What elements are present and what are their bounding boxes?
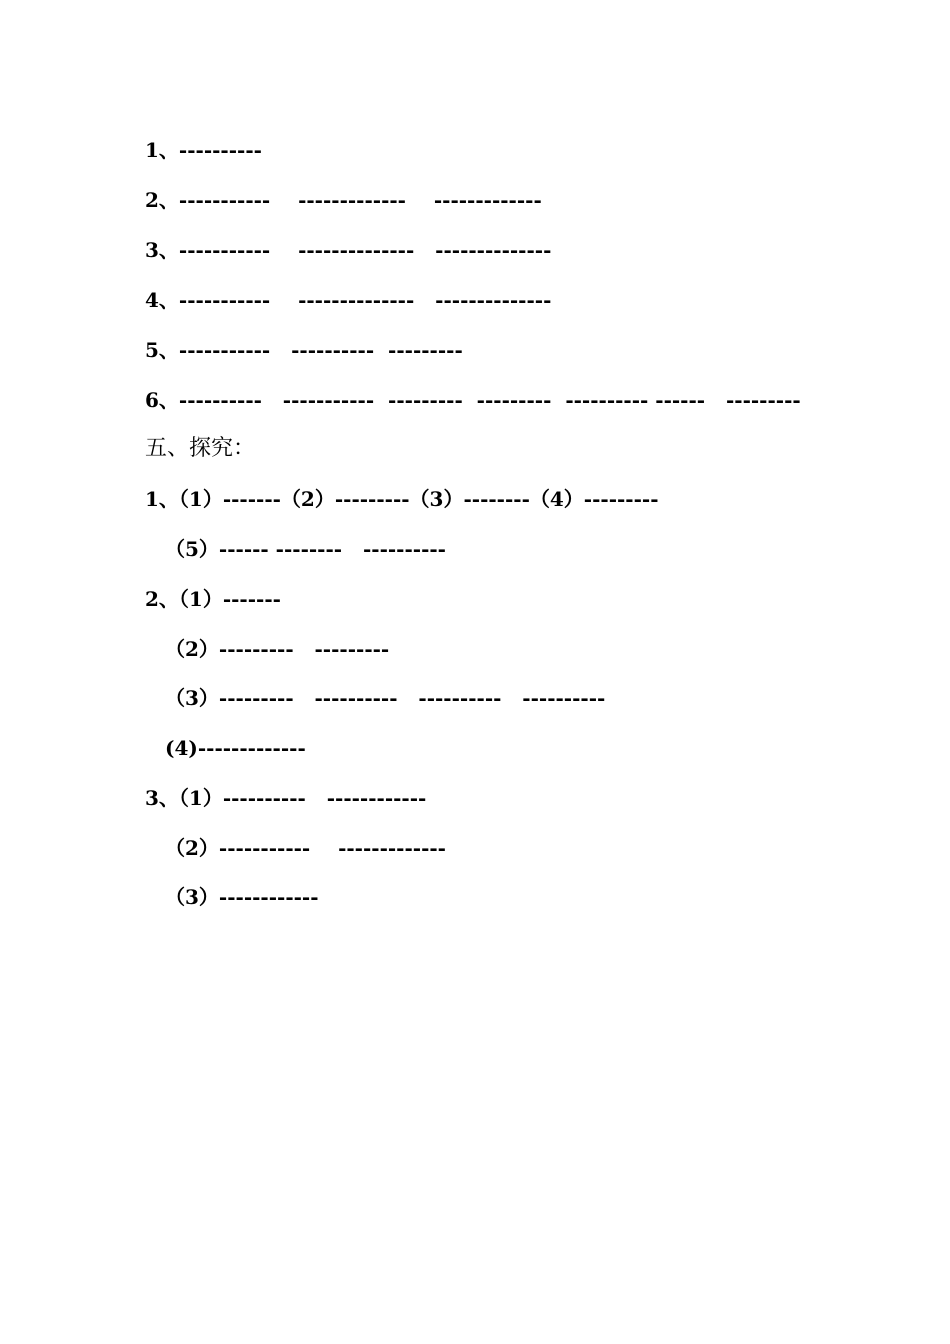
explore-q2-line-1: 2、（1）------- (145, 587, 281, 611)
answer-line-1: 1、---------- (145, 138, 262, 162)
section-heading-explore: 五、探究： (145, 436, 256, 461)
explore-q3-line-1: 3、（1）---------- ------------ (145, 786, 427, 810)
explore-q3-line-3: （3）------------ (165, 885, 319, 909)
explore-q2-line-4: (4)------------- (165, 736, 306, 760)
answer-line-3: 3、----------- -------------- -------------- (145, 238, 552, 262)
answer-line-2: 2、----------- ------------- ------------- (145, 188, 542, 212)
answer-line-6: 6、---------- ----------- --------- --------- ---------- ------ --------- (145, 388, 801, 412)
answer-line-4: 4、----------- -------------- -------------- (145, 288, 552, 312)
answer-line-5: 5、----------- ---------- --------- (145, 338, 463, 362)
explore-q3-line-2: （2）----------- ------------- (165, 836, 446, 860)
explore-q2-line-2: （2）--------- --------- (165, 637, 390, 661)
explore-q1-line-1: 1、（1）-------（2）---------（3）--------（4）--------- (145, 487, 659, 511)
explore-q2-line-3: （3）--------- ---------- ---------- ---------- (165, 686, 606, 710)
explore-q1-line-2: （5）------ -------- ---------- (165, 537, 446, 561)
